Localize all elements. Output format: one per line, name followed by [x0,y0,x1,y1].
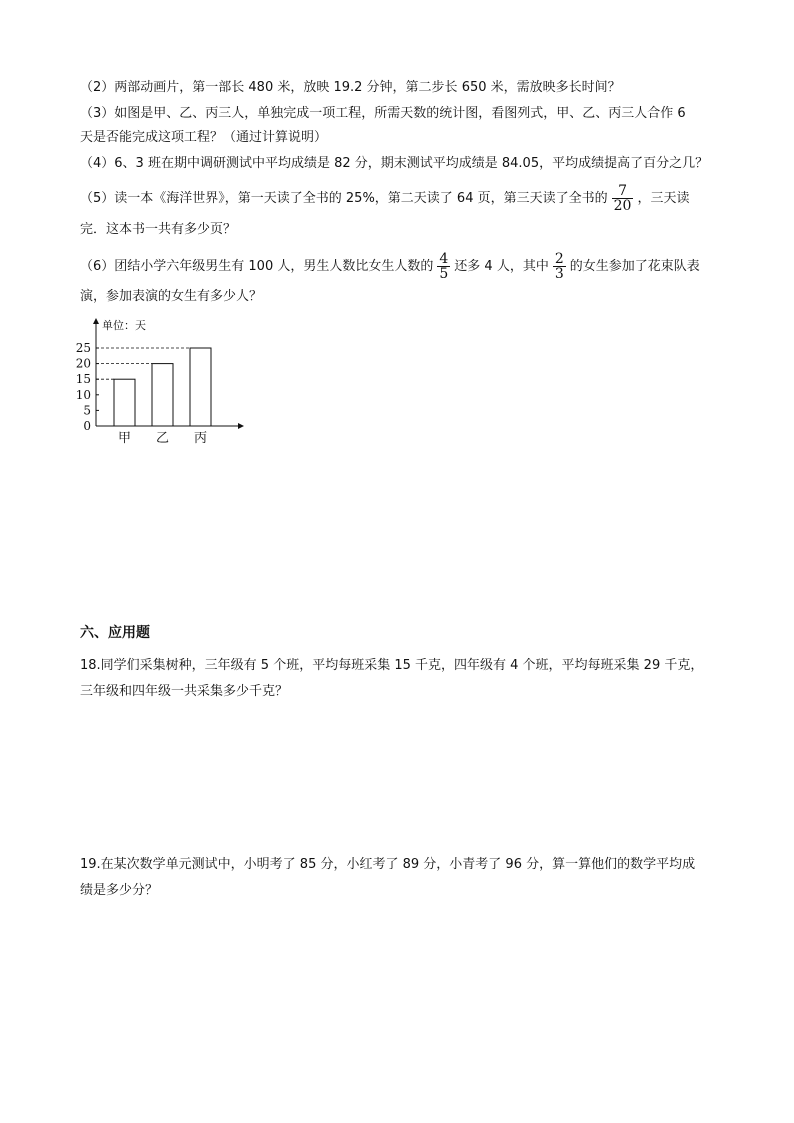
section-heading: 六、应用题 [80,625,150,641]
problem-6-text-b: 还多 4 人，其中 [454,259,549,274]
bar [190,348,211,426]
fraction-numerator: 4 [439,251,449,267]
y-tick-label: 10 [75,387,91,402]
fraction-denominator: 5 [439,266,449,282]
bar-chart [70,312,260,452]
problem-5-text-b: ，三天读 [637,191,690,206]
unit-label: 单位：天 [102,319,146,332]
problem-3-line2: 天是否能完成这项工程？（通过计算说明） [80,130,328,145]
fraction-numerator: 7 [618,183,627,199]
fraction-numerator: 2 [554,251,564,267]
fraction-denominator: 20 [613,198,632,214]
problem-6-line2: 演，参加表演的女生有多少人？ [80,289,263,304]
fraction-2-3 [553,252,566,281]
y-tick-label: 5 [83,403,91,418]
problem-5-line2: 完．这本书一共有多少页？ [80,222,237,237]
category-label: 乙 [155,431,170,446]
question-18-line2: 三年级和四年级一共采集多少千克？ [80,684,289,699]
y-tick-label: 25 [75,341,91,355]
category-label: 甲 [117,431,132,446]
fraction-4-5 [437,252,450,281]
problem-3-line1: （3）如图是甲、乙、丙三人，单独完成一项工程，所需天数的统计图，看图列式，甲、乙、丙三人合作 6 [80,106,686,121]
problem-6-text-c: 的女生参加了花束队表 [569,259,700,274]
question-18-line1: 18.同学们采集树种，三年级有 5 个班，平均每班采集 15 千克，四年级有 4 个班，平均每班采集 29 千克， [80,658,704,673]
bar [114,379,135,426]
question-19-line1: 19.在某次数学单元测试中，小明考了 85 分，小红考了 89 分，小青考了 96 分，算一算他们的数学平均成 [80,857,696,872]
problem-4: （4）6、3 班在期中调研测试中平均成绩是 82 分，期末测试平均成绩是 84.05，平均成绩提高了百分之几？ [80,156,709,171]
problem-5-line1 [80,184,689,213]
question-19-line2: 绩是多少分？ [80,883,159,898]
problem-6-line1 [80,252,700,281]
y-tick-label: 15 [75,372,91,387]
problem-6-text-a: （6）团结小学六年级男生有 100 人，男生人数比女生人数的 [80,259,434,274]
category-label: 丙 [193,431,208,446]
x-axis-arrow [238,423,244,429]
problem-2: （2）两部动画片，第一部长 480 米，放映 19.2 分钟，第二步长 650 米，需放映多长时间？ [80,80,621,95]
y-tick-label: 0 [83,419,91,433]
problem-5-text-a: （5）读一本《海洋世界》，第一天读了全书的 25%，第二天读了 64 页，第三天读了全书的 [80,191,608,206]
y-axis-arrow [93,318,99,324]
fraction-7-20 [612,184,634,213]
fraction-denominator: 3 [554,266,564,282]
y-tick-label: 20 [75,356,91,371]
bar [152,364,173,426]
